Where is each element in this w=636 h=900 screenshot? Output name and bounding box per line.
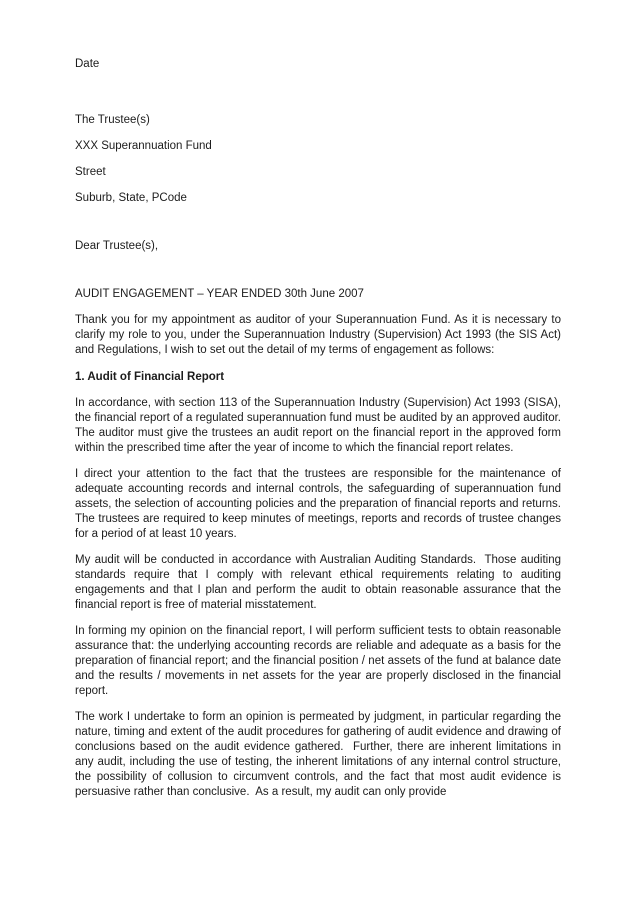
subject-line: AUDIT ENGAGEMENT – YEAR ENDED 30th June 2007 xyxy=(75,288,364,300)
recipient-block xyxy=(75,113,561,206)
body-paragraph: The work I undertake to form an opinion is permeated by judgment, in particular regarding the nature, timing and extent of the audit procedures for gathering of audit evidence and drawing of conclusions based on the audit evidence gathered. Further, there are inherent limitations in any audit, including the use of testing, the inherent limitations of any internal control structure, the possibility of collusion to circumvent controls, and the fact that most audit evidence is persuasive rather than conclusive. As a result, my audit can only provide xyxy=(75,711,565,798)
body-paragraph: My audit will be conducted in accordance with Australian Auditing Standards. Those auditing standards require that I comply with relevant ethical requirements relating to auditing engagements and that I plan and perform the audit to obtain reasonable assurance that the financial report is free of material misstatement. xyxy=(75,554,565,611)
recipient-line-trustees: The Trustee(s) xyxy=(75,114,150,126)
recipient-line-street: Street xyxy=(75,166,106,178)
body-paragraph: In accordance, with section 113 of the Superannuation Industry (Supervision) Act 1993 (SISA), the financial report of a regulated superannuation fund must be audited by an approved auditor. The auditor must give the trustees an audit report on the financial report in the approved form within the prescribed time after the year of income to which the financial report relates. xyxy=(75,397,568,454)
recipient-line-suburb: Suburb, State, PCode xyxy=(75,192,187,204)
recipient-line-fund: XXX Superannuation Fund xyxy=(75,140,212,152)
section-heading-audit-of-financial-report: 1. Audit of Financial Report xyxy=(75,371,225,383)
body-paragraph: I direct your attention to the fact that the trustees are responsible for the maintenance of adequate accounting records and internal controls, the safeguarding of superannuation fund assets, the selection of accounting policies and the preparation of financial reports and returns. The trustees are required to keep minutes of meetings, reports and records of trustee changes for a period of at least 10 years. xyxy=(75,468,568,540)
body-paragraph: In forming my opinion on the financial report, I will perform sufficient tests to obtain reasonable assurance that: the underlying accounting records are reliable and adequate as a basis for the preparation of financial report; and the financial position / net assets of the fund at balance date and the results / movements in net assets for the year are properly disclosed in the financial report. xyxy=(75,625,565,697)
date-line: Date xyxy=(75,58,100,70)
intro-paragraph: Thank you for my appointment as auditor of your Superannuation Fund. As it is necessary to clarify my role to you, under the Superannuation Industry (Supervision) Act 1993 (the SIS Act) and Regulations, I wish to set out the detail of my terms of engagement as follows: xyxy=(75,314,565,356)
salutation: Dear Trustee(s), xyxy=(75,240,159,252)
